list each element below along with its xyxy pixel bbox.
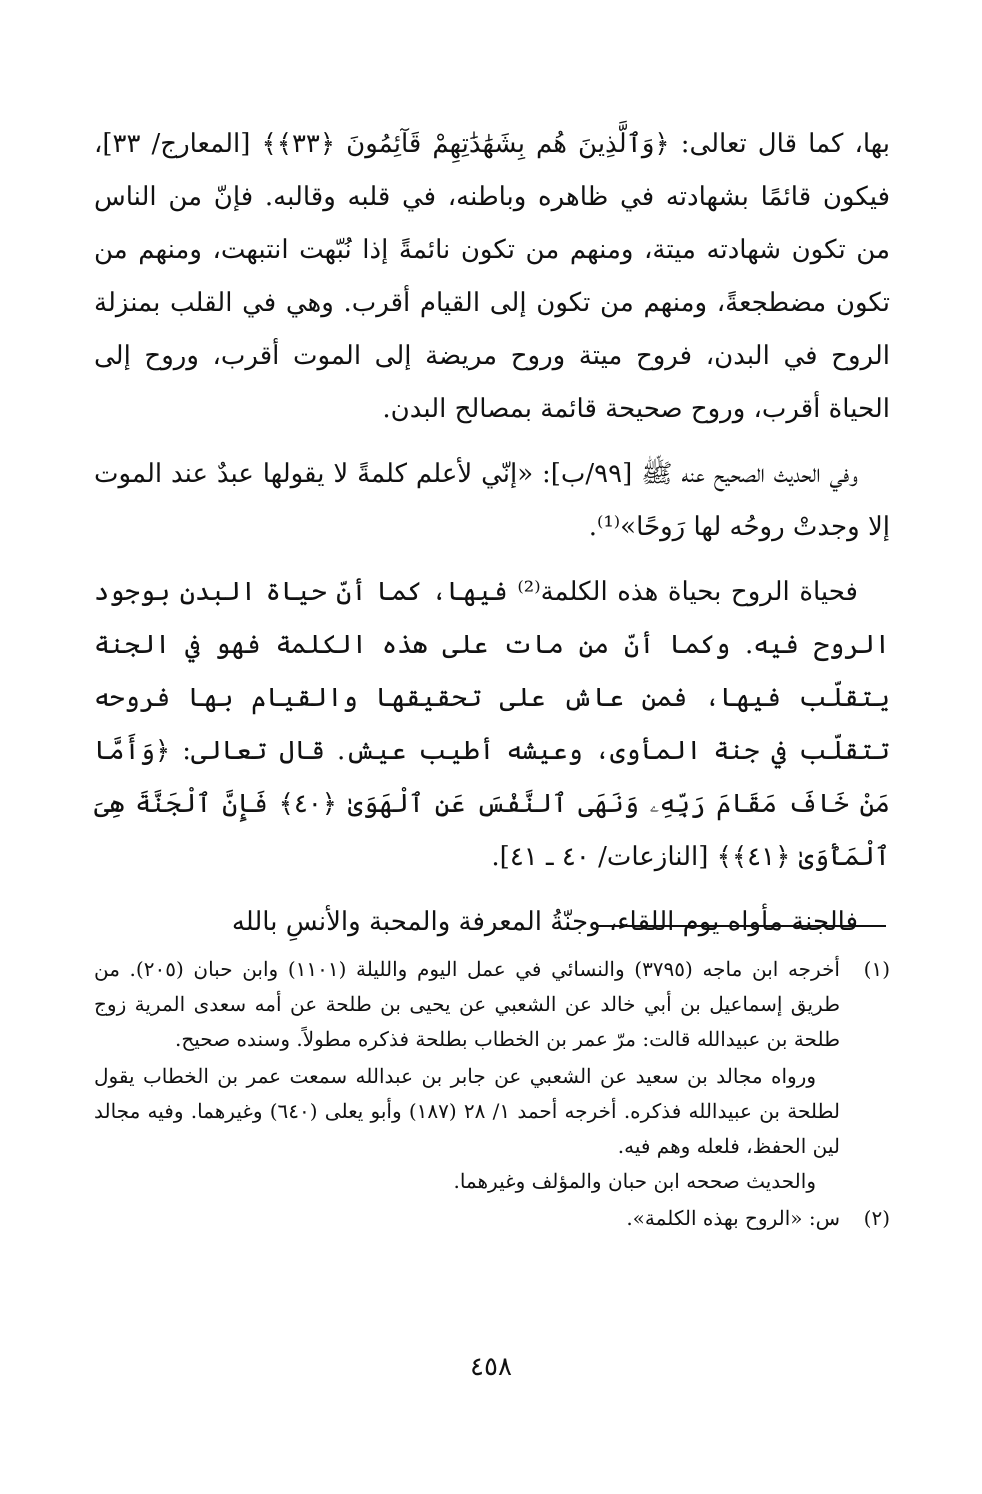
footnote-separator: [596, 925, 886, 927]
footnote-2-text: س: «الروح بهذه الكلمة».: [626, 1206, 840, 1230]
footnote-1-conclusion: والحديث صححه ابن حبان والمؤلف وغيرهما.: [453, 1169, 816, 1193]
footnotes: [94, 952, 890, 1236]
paragraph-4: فالجنة مأواه يوم اللقاء، وجنّةُ المعرفة والمحبة والأنسِ بالله: [231, 907, 858, 937]
paragraph-1: بها، كما قال تعالى: ﴿وَٱلَّذِينَ هُم بِشَهَٰدَٰتِهِمْ قَآئِمُونَ ﴿٣٣﴾﴾ [المعارج/ ٣٣]، فيكون قائمًا بشهادته في ظاهره وباطنه، في قلبه وقالبه. فإنّ من الناس من تكون شهادته ميتة، ومنهم من تكون نائمةً إذا نُبّهت انتبهت، ومنهم من تكون مضطجعةً، ومنهم من تكون إلى القيام أقرب. وهي في القلب بمنزلة الروح في البدن، فروح ميتة وروح مريضة إلى الموت أقرب، وروح إلى الحياة أقرب، وروح صحيحة قائمة بمصالح البدن.: [94, 129, 890, 424]
footnote-2: [94, 1201, 890, 1236]
footnote-1: [94, 952, 890, 1057]
footnote-1-continuation: ورواه مجالد بن سعيد عن الشعبي عن جابر بن عبدالله سمعت عمر بن الخطاب يقول لطلحة بن عبيدالله فذكره. أخرجه أحمد ١/ ٢٨ (١٨٧) وأبو يعلى (٦٤٠) وغيرهما. وفيه مجالد لين الحفظ، فلعله وهم فيه.: [94, 1064, 840, 1158]
footnote-1-number: (١): [863, 957, 890, 981]
footnote-1-text: أخرجه ابن ماجه (٣٧٩٥) والنسائي في عمل اليوم والليلة (١١٠١) وابن حبان (٢٠٥). من طريق إسماعيل بن أبي خالد عن الشعبي عن يحيى بن طلحة عن أمه سعدى المرية زوج طلحة بن عبيدالله قالت: مرّ عمر بن الخطاب بطلحة فذكره مطولاً. وسنده صحيح.: [94, 957, 840, 1051]
footnote-2-number: (٢): [863, 1206, 890, 1230]
main-text: [94, 118, 890, 949]
paragraph-2: وفي الحديث الصحيح عنه ﷺ [٩٩/ب]: «إنّي لأعلم كلمةً لا يقولها عبدٌ عند الموت إلا وجدتْ روحُه لها رَوحًا»⁽¹⁾.: [94, 459, 890, 542]
paragraph-3: فحياة الروح بحياة هذه الكلمة⁽²⁾ فيها، كما أنّ حياة البدن بوجود الروح فيه. وكما أنّ من مات على هذه الكلمة فهو في الجنة يتقلّب فيها، فمن عاش على تحقيقها والقيام بها فروحه تتقلّب في جنة المأوى، وعيشه أطيب عيش. قال تعالى: ﴿وَأَمَّا مَنْ خَافَ مَقَامَ رَبِّهِۦ وَنَهَى ٱلنَّفْسَ عَنِ ٱلْهَوَىٰ ﴿٤٠﴾ فَإِنَّ ٱلْجَنَّةَ هِىَ ٱلْمَأْوَىٰ ﴿٤١﴾﴾ [النازعات/ ٤٠ ـ ٤١].: [94, 577, 891, 872]
page-number: ٤٥٨: [470, 1352, 512, 1382]
